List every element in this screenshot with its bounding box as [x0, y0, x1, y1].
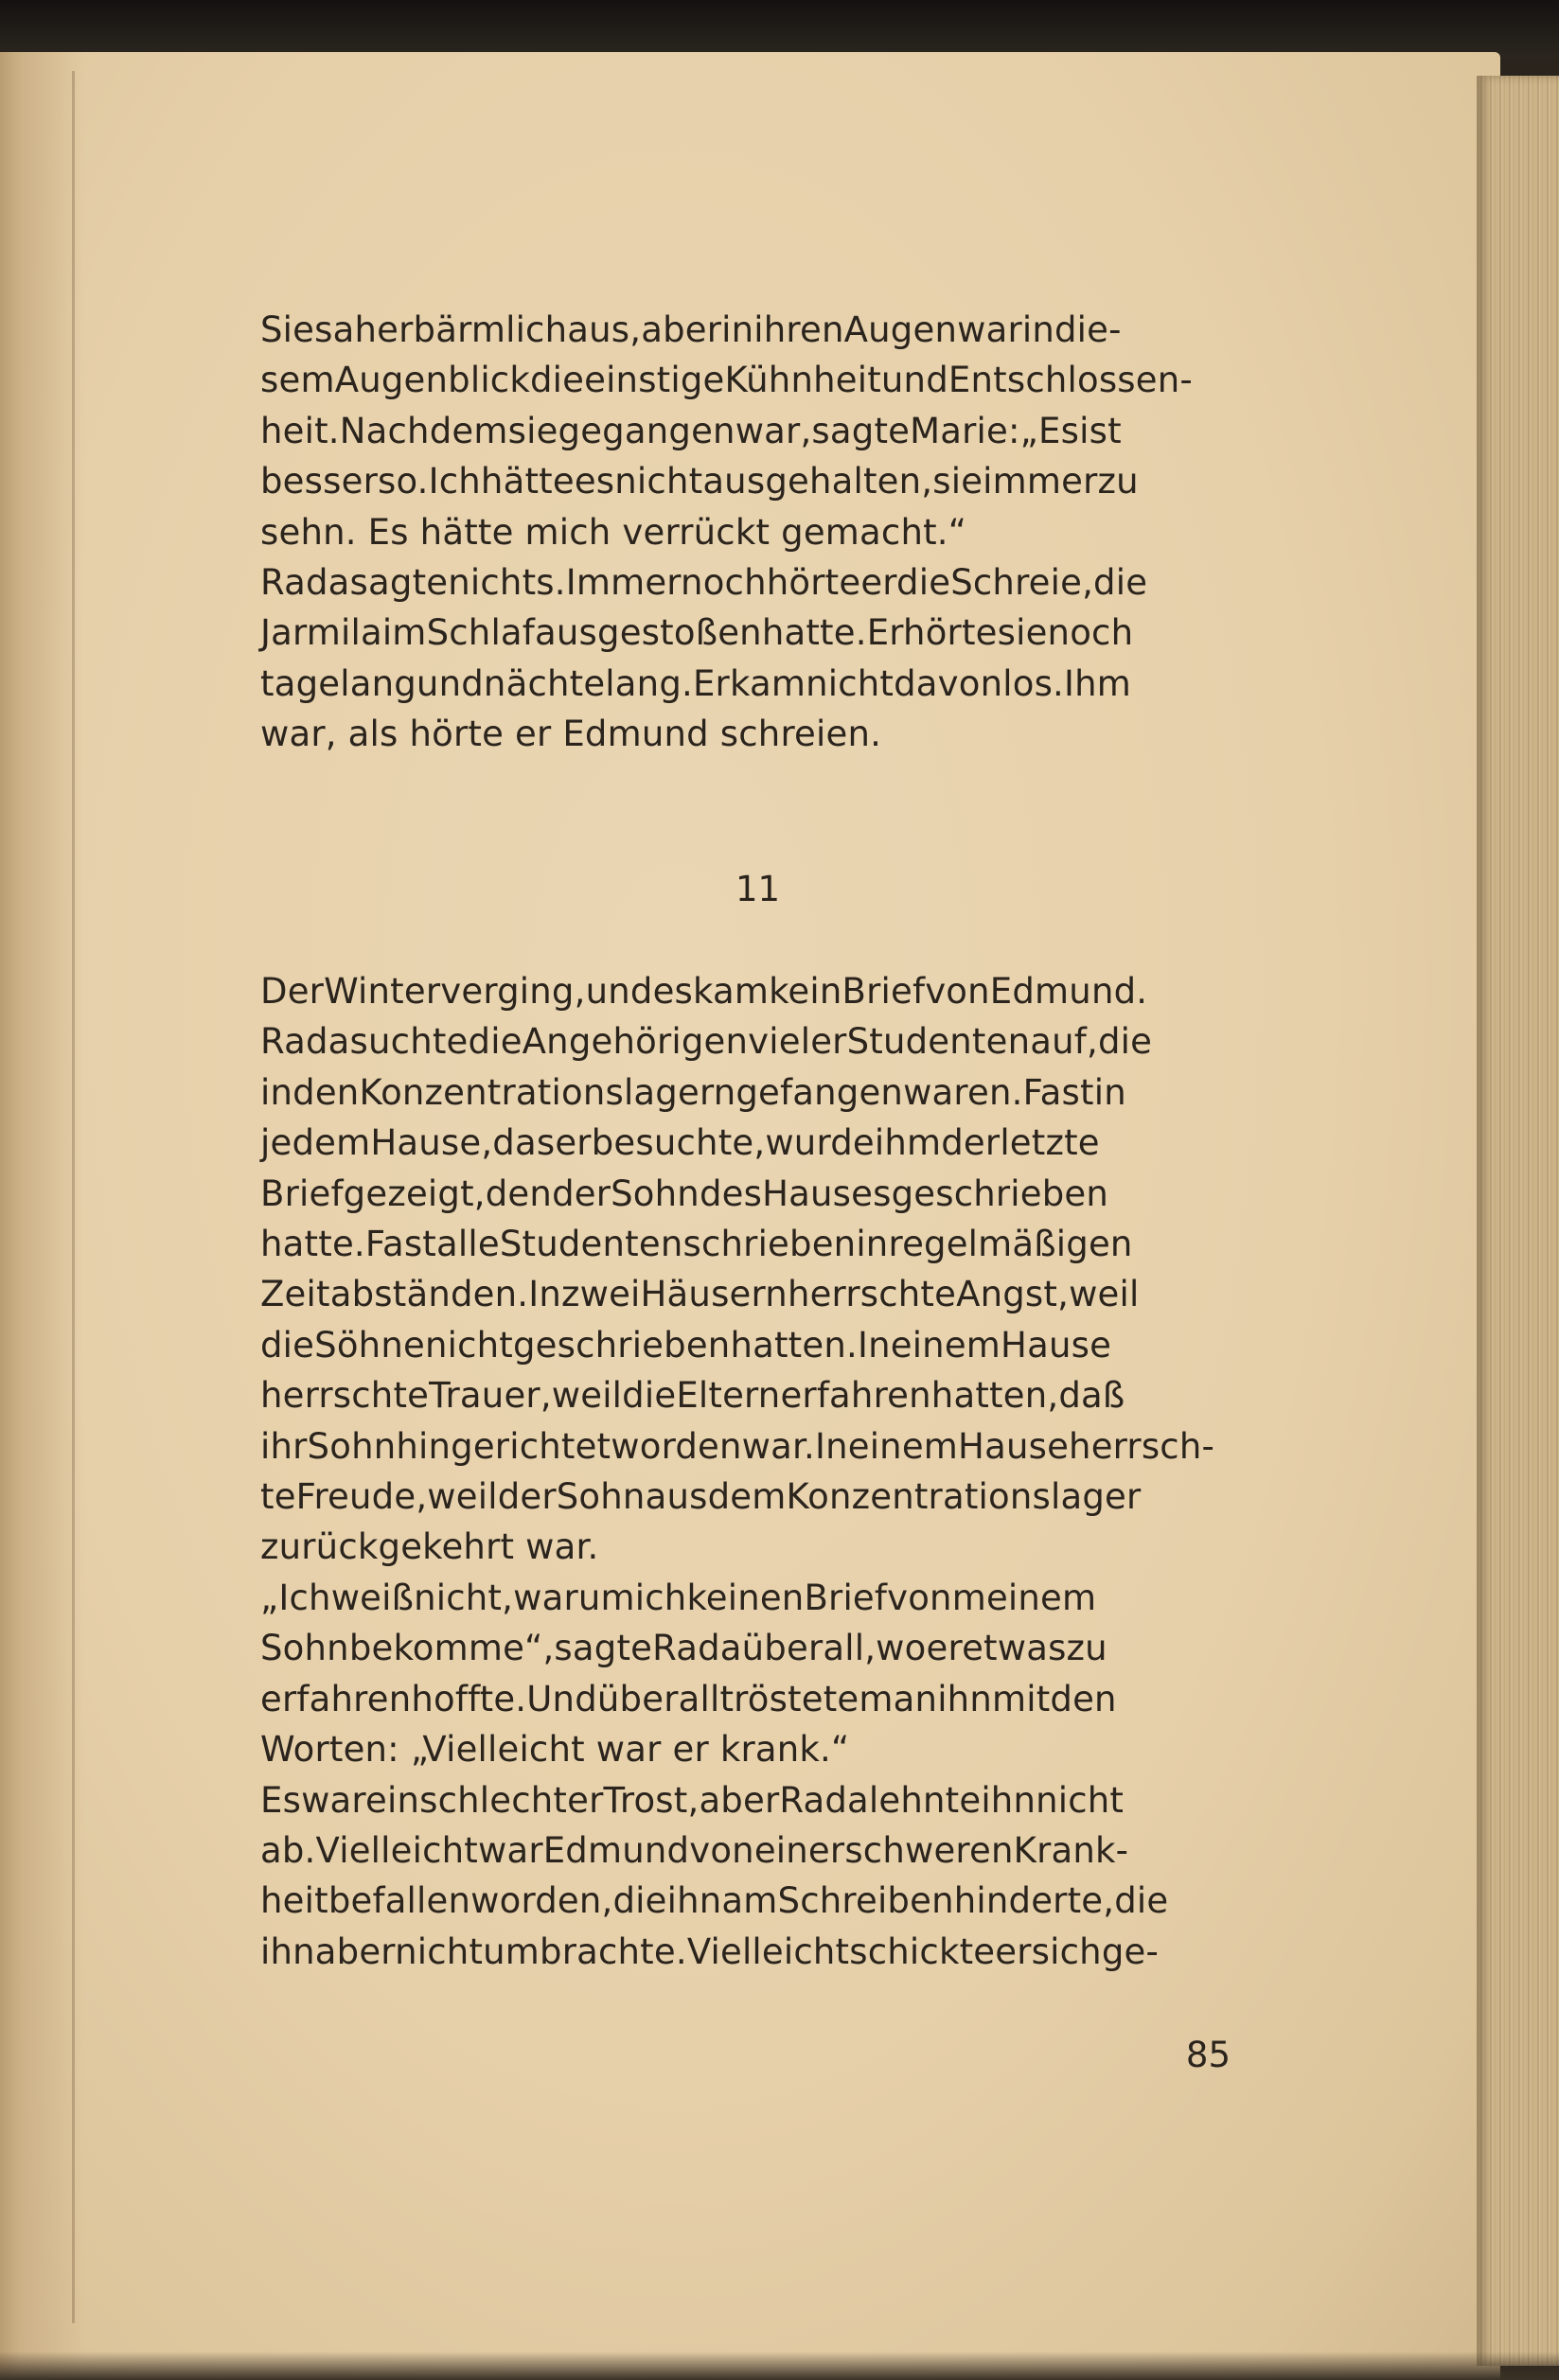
- text-line: Briefgezeigt,denderSohndesHausesgeschrieben: [260, 1172, 1109, 1214]
- text-line: heitbefallenworden,dieihnamSchreibenhinderte,die: [260, 1880, 1169, 1922]
- text-line: herrschteTrauer,weildieElternerfahrenhatten,daß: [260, 1375, 1125, 1417]
- text-line: dieSöhnenichtgeschriebenhatten.IneinemHause: [260, 1324, 1112, 1366]
- text-line: ihrSohnhingerichtetwordenwar.IneinemHauseherrsch-: [260, 1425, 1215, 1467]
- text-line: ihnabernichtumbrachte.Vielleichtschickteersichge-: [260, 1930, 1160, 1972]
- text-line: JarmilaimSchlafausgestoßenhatte.Erhörtesienoch: [260, 612, 1134, 654]
- text-line: RadasuchtedieAngehörigenvielerStudentenauf,die: [260, 1021, 1153, 1063]
- chapter-number: 11: [735, 869, 781, 909]
- text-line: tagelangundnächtelang.Erkamnichtdavonlos.Ihm: [260, 662, 1132, 704]
- text-line: heit.Nachdemsiegegangenwar,sagteMarie:„Esist: [260, 410, 1122, 451]
- page-edges-stack: [1477, 76, 1559, 2366]
- text-line: zurückgekehrt war.: [260, 1526, 599, 1568]
- text-line: indenKonzentrationslagerngefangenwaren.Fastin: [260, 1071, 1126, 1113]
- text-line: jedemHause,daserbesuchte,wurdeihmderletzte: [260, 1122, 1100, 1164]
- text-line: Worten: „Vielleicht war er krank.“: [260, 1729, 850, 1771]
- text-line: sehn. Es hätte mich verrückt gemacht.“: [260, 511, 967, 553]
- gutter-fold-line: [72, 71, 75, 2323]
- text-line: erfahrenhoffte.Undüberalltröstetemanihnmitden: [260, 1678, 1117, 1719]
- scan-bottom-edge: [0, 2352, 1559, 2380]
- scan-top-edge: [0, 0, 1559, 59]
- text-line: hatte.FastalleStudentenschriebeninregelmäßigen: [260, 1224, 1133, 1265]
- text-line: semAugenblickdieeinstigeKühnheitundEntschlossen-: [260, 360, 1193, 401]
- text-line: DerWinterverging,undeskamkeinBriefvonEdmund.: [260, 971, 1148, 1012]
- text-line: „Ichweißnicht,warumichkeinenBriefvonmeinem: [260, 1577, 1097, 1618]
- text-line: ab.VielleichtwarEdmundvoneinerschwerenKrank-: [260, 1829, 1129, 1871]
- text-line: EswareinschlechterTrost,aberRadalehnteihnnicht: [260, 1779, 1125, 1821]
- text-line: Radasagtenichts.ImmernochhörteerdieSchreie,die: [260, 562, 1148, 604]
- paragraph-after-chapter: [260, 966, 1231, 1977]
- text-line: Siesaherbärmlichaus,aberinihrenAugenwarindie-: [260, 309, 1122, 350]
- paragraph-before-chapter: [260, 305, 1231, 760]
- text-line: Sohnbekomme“,sagteRadaüberall,woeretwaszu: [260, 1628, 1107, 1669]
- text-line: teFreude,weilderSohnausdemKonzentrationslager: [260, 1476, 1142, 1518]
- text-line: war, als hörte er Edmund schreien.: [260, 714, 882, 755]
- text-line: besserso.Ichhätteesnichtausgehalten,sieimmerzu: [260, 461, 1139, 502]
- text-line: Zeitabständen.InzweiHäusernherrschteAngst,weil: [260, 1274, 1140, 1315]
- page-number: 85: [1185, 2035, 1231, 2075]
